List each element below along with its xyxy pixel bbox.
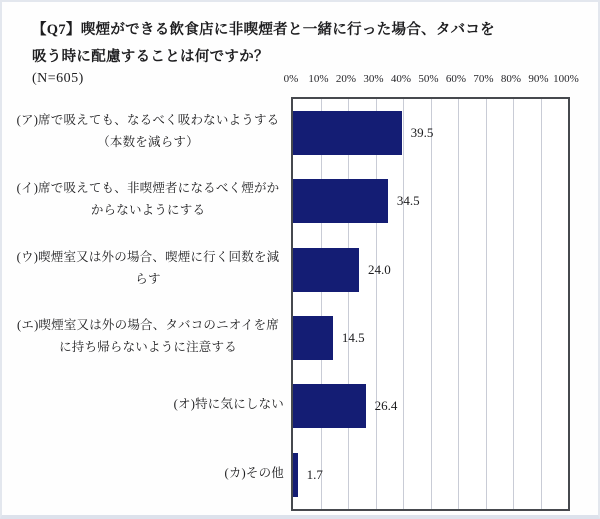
sample-size-label: (N=605) xyxy=(32,71,84,86)
category-row xyxy=(12,97,284,165)
category-row xyxy=(12,439,284,507)
plot-area xyxy=(291,97,570,511)
category-label: (イ)席で吸えても、非喫煙者になるべく煙がかからないようにする xyxy=(16,181,280,218)
bars xyxy=(293,99,568,509)
x-tick-label: 60% xyxy=(445,73,467,85)
x-tick-label: 10% xyxy=(308,73,329,85)
bar xyxy=(293,316,333,360)
bar-row xyxy=(293,441,568,509)
bar-value-label: 34.5 xyxy=(396,193,420,209)
x-axis xyxy=(283,73,579,90)
category-labels xyxy=(12,97,284,507)
bar-value-label: 1.7 xyxy=(306,466,323,482)
category-label: (ア)席で吸えても、なるべく吸わないようする（本数を減らす） xyxy=(16,113,280,150)
bar xyxy=(293,384,366,428)
x-tick-label: 0% xyxy=(283,73,299,85)
page-title: 【Q7】喫煙ができる飲食店に非喫煙者と一緒に行った場合、タバコを吸う時に配慮することは何ですか？ xyxy=(32,22,495,65)
category-row xyxy=(12,234,284,302)
x-tick-label: 20% xyxy=(335,73,357,85)
x-tick-label: 70% xyxy=(473,73,494,85)
category-row xyxy=(12,370,284,438)
bar xyxy=(293,453,298,497)
category-label: (カ)その他 xyxy=(224,465,284,480)
bar-row xyxy=(293,167,568,235)
bar-row xyxy=(293,236,568,304)
x-tick-label: 90% xyxy=(528,73,549,85)
bar-value-label: 39.5 xyxy=(410,125,434,141)
bar-row xyxy=(293,372,568,440)
x-tick-label: 100% xyxy=(553,73,579,85)
category-label: (エ)喫煙室又は外の場合、タバコのニオイを席に持ち帰らないように注意する xyxy=(17,318,279,355)
bar xyxy=(293,111,402,155)
bar-value-label: 26.4 xyxy=(374,398,398,414)
bar-value-label: 24.0 xyxy=(368,261,391,277)
category-row xyxy=(12,165,284,233)
category-label: (オ)特に気にしない xyxy=(173,397,284,412)
bar-row xyxy=(293,99,568,167)
bar xyxy=(293,248,359,292)
x-tick-label: 50% xyxy=(418,73,439,85)
category-row xyxy=(12,302,284,370)
x-tick-label: 40% xyxy=(390,73,412,85)
x-tick-label: 30% xyxy=(363,73,384,85)
bar-value-label: 14.5 xyxy=(341,330,365,346)
x-tick-label: 80% xyxy=(500,73,522,85)
bar xyxy=(293,179,388,223)
category-label: (ウ)喫煙室又は外の場合、喫煙に行く回数を減らす xyxy=(16,249,280,286)
bar-row xyxy=(293,304,568,372)
